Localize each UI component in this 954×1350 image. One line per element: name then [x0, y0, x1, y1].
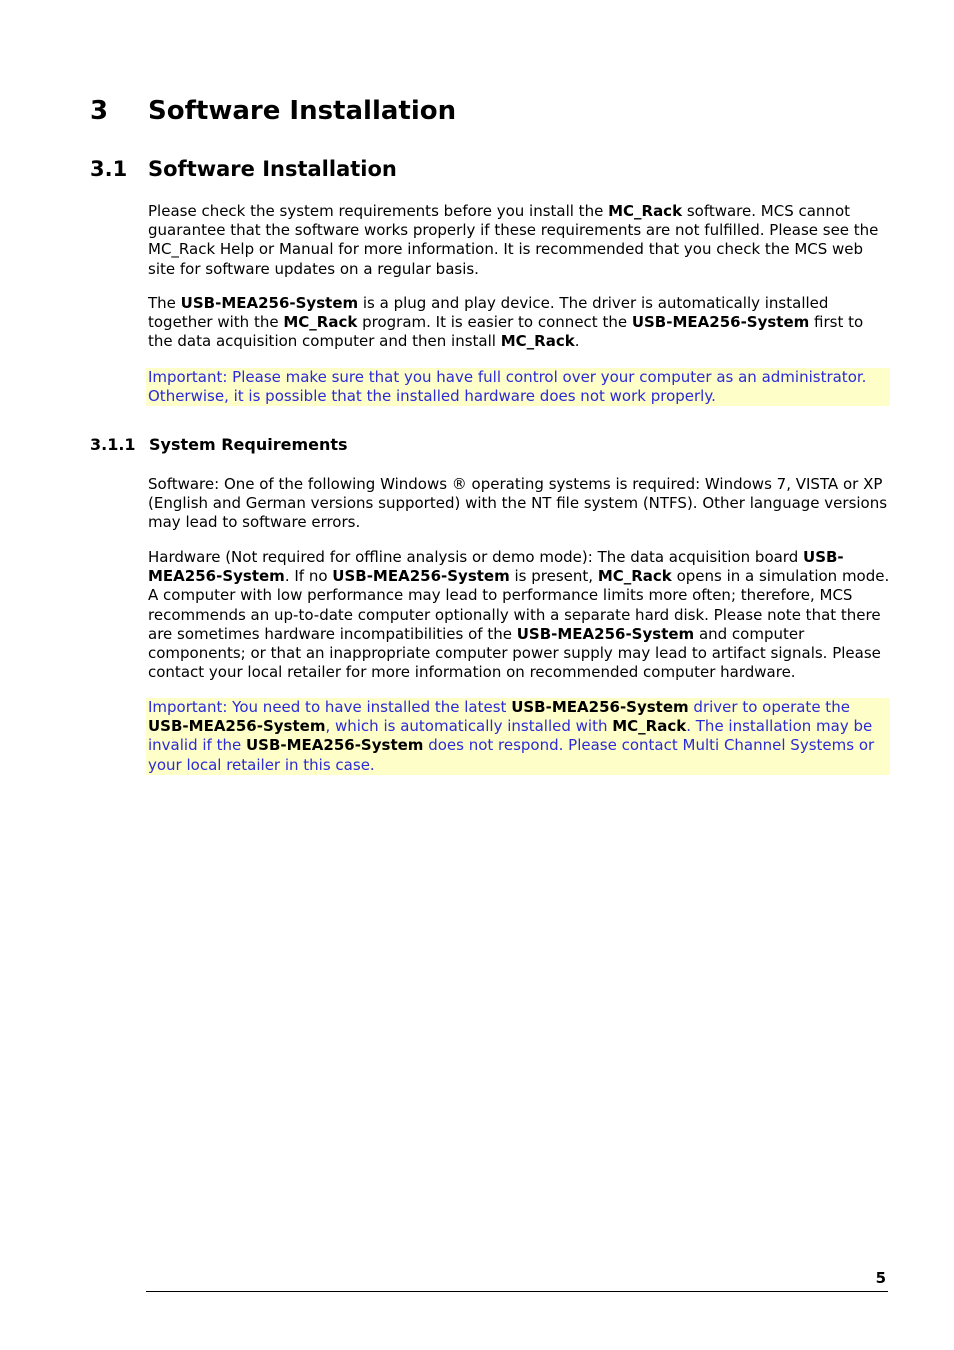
product-name: MC_Rack: [612, 717, 687, 736]
section-number: 3.1: [90, 157, 128, 181]
chapter-title: Software Installation: [148, 96, 457, 126]
text-run: Please check the system requirements before you install the: [148, 202, 609, 220]
product-name: MC_Rack: [500, 332, 575, 351]
text-run: does not respond. Please contact Multi Channel Systems or your local retailer in this case.: [148, 736, 875, 774]
product-name: USB-MEA256-System: [245, 736, 424, 755]
product-name: USB-MEA256-System: [511, 698, 689, 716]
text-run: is present,: [509, 567, 598, 586]
hardware-requirements-paragraph: [148, 548, 890, 682]
text-run: software. MCS cannot guarantee that the software works properly if these requirements are not fulfilled. Please see the MC_Rack Help or Manual for more information. It is recommended that you check the MCS web site for software updates on a regular basis.: [148, 202, 879, 278]
text-run: is a plug and play device. The driver is automatically installed together with the: [148, 294, 829, 332]
text-run: . The installation may be invalid if the: [148, 717, 873, 755]
chapter-number: 3: [90, 96, 109, 126]
text-run: and computer components; or that an inappropriate computer power supply may lead to artifact signals. Please contact your local retailer for more information on recommended computer hardware.: [148, 624, 881, 682]
text-run: program. It is easier to connect the: [357, 313, 632, 332]
product-name: USB-MEA256-System: [180, 294, 359, 312]
text-run: opens in a simulation mode. A computer with low performance may lead to performance limits more often; therefore, MCS recommends an up-to-date computer optionally with a separate hard disk. Please note that there are sometimes hardware incompatibilities of the: [148, 567, 890, 643]
intro-paragraph: [148, 202, 890, 279]
text-run: .: [574, 332, 580, 351]
product-name: USB-MEA256-System: [148, 548, 844, 586]
product-name: USB-MEA256-System: [332, 567, 510, 586]
text-run: , which is automatically installed with: [325, 717, 613, 736]
section-title: Software Installation: [148, 157, 397, 181]
product-name: USB-MEA256-System: [148, 717, 326, 736]
text-run: driver to operate the: [688, 698, 850, 716]
chapter-heading: [90, 93, 456, 129]
subsection-heading: [90, 434, 348, 456]
product-name: USB-MEA256-System: [631, 313, 810, 332]
product-name: MC_Rack: [608, 202, 683, 220]
subsection-number: 3.1.1: [90, 435, 136, 454]
product-name: USB-MEA256-System: [516, 624, 695, 643]
text-run: . If no: [284, 567, 333, 586]
important-note-admin: Important: Please make sure that you have full control over your computer as an administrator. Otherwise, it is possible that the installed hardware does not work properly.: [146, 368, 890, 406]
important-note-driver: [146, 698, 890, 775]
section-heading: [90, 154, 397, 184]
footer-divider: [146, 1291, 888, 1292]
text-run: Hardware (Not required for offline analysis or demo mode): The data acquisition board: [148, 548, 804, 566]
page-number: 5: [875, 1269, 886, 1287]
text-run: first to the data acquisition computer and then install: [148, 313, 864, 351]
device-paragraph: [148, 294, 890, 352]
text-run: Important: You need to have installed the latest: [148, 698, 512, 716]
product-name: MC_Rack: [283, 313, 358, 332]
subsection-title: System Requirements: [149, 435, 348, 454]
text-run: The: [148, 294, 181, 312]
software-requirements-paragraph: Software: One of the following Windows ® operating systems is required: Windows 7, VISTA or XP (English and German versions supported) with the NT file system (NTFS). Other language versions may lead to software errors.: [148, 475, 888, 532]
product-name: MC_Rack: [597, 567, 672, 586]
